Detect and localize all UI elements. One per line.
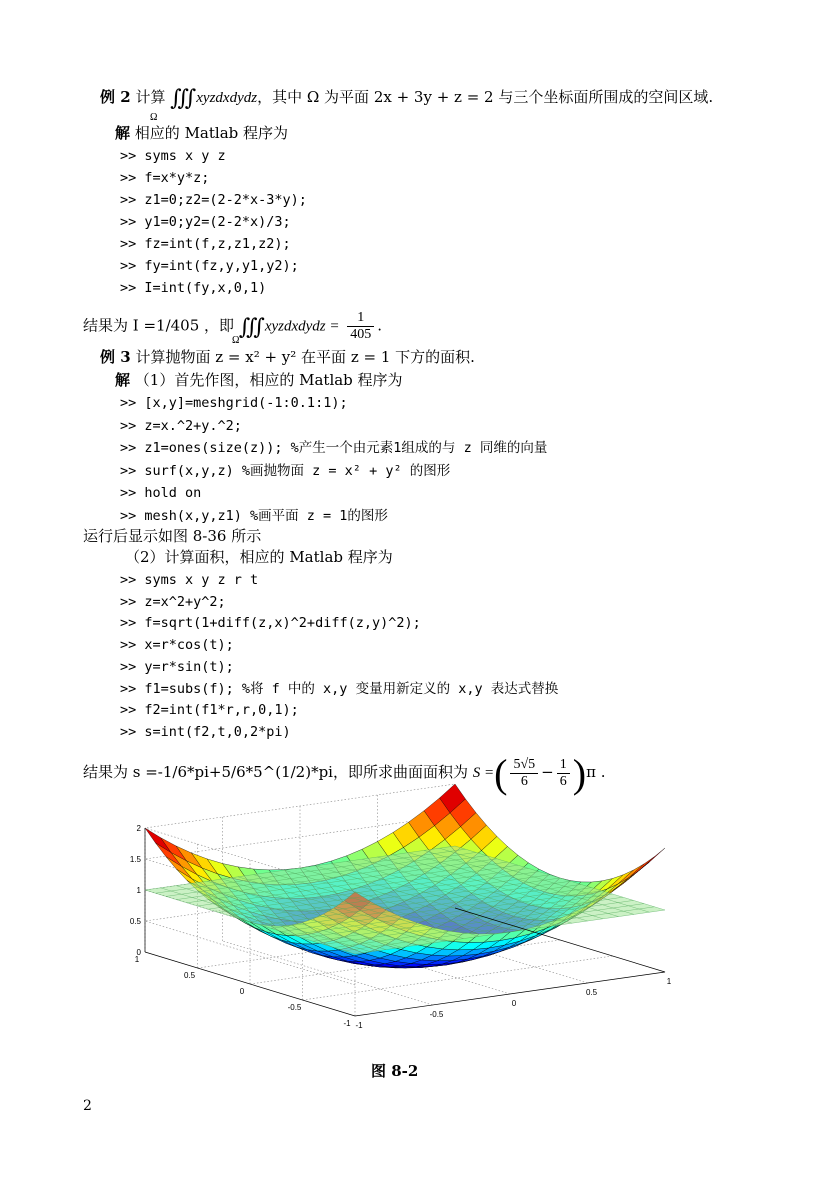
code-line: >> syms x y z: [120, 148, 226, 164]
fraction-2-den: 6: [559, 773, 567, 789]
example2-label: 例 2: [100, 88, 131, 106]
omega-subscript-2: Ω: [232, 335, 240, 346]
surface-plot: [129, 812, 672, 1062]
y-tick-label: 0: [239, 987, 245, 996]
result-s-label: S =: [472, 765, 495, 781]
solution-label-3: 解: [115, 371, 131, 389]
code-line: >> hold on: [120, 485, 202, 501]
code-line: >> syms x y z r t: [120, 572, 259, 588]
right-paren: ): [572, 751, 587, 796]
surface-plot-figure: [129, 812, 672, 1062]
minus-sign: −: [541, 763, 554, 781]
fraction-2: [557, 757, 570, 790]
code-line: >> f=x*y*z;: [120, 170, 210, 186]
solution-text: 相应的 Matlab 程序为: [134, 124, 289, 142]
x-tick-label: -0.5: [429, 1010, 444, 1019]
fraction-1-num: 5√5: [510, 757, 538, 774]
example2-suffix: ，其中 Ω 为平面 2x + 3y + z = 2 与三个坐标面所围成的空间区域.: [257, 88, 714, 106]
code-line: >> z=x.^2+y.^2;: [120, 417, 242, 434]
x-tick-label: -1: [355, 1021, 363, 1030]
y-tick-label: -1: [343, 1019, 351, 1028]
code-line: >> x=r*cos(t);: [120, 637, 234, 654]
code-line: >> z1=ones(size(z)); %产生一个由元素1组成的与 z 同维的向量: [120, 440, 548, 456]
fraction-2-num: 1: [557, 757, 570, 774]
code-line: >> f2=int(f1*r,r,0,1);: [120, 702, 299, 719]
triple-integral-sign: ∭: [170, 85, 191, 110]
code-line: >> fz=int(f,z,z1,z2);: [120, 236, 291, 252]
code-line: >> z=x^2+y^2;: [120, 593, 226, 610]
z-tick-label: 1.5: [129, 855, 141, 864]
z-tick-label: 0.5: [129, 917, 141, 926]
code-line: >> surf(x,y,z) %画抛物面 z = x² + y² 的图形: [120, 462, 451, 479]
example2-integrand: xyzdxdydz: [196, 90, 258, 106]
solution-label: 解: [115, 124, 131, 142]
result-integrand: xyzdxdydz =: [264, 318, 340, 335]
example3-result: [83, 752, 605, 794]
example3-text: 计算抛物面 z = x² + y² 在平面 z = 1 下方的面积.: [135, 348, 475, 366]
code-line: >> f=sqrt(1+diff(z,x)^2+diff(z,y)^2);: [120, 615, 421, 632]
x-tick-label: 0.5: [585, 988, 598, 997]
result3-prefix: 结果为 s =-1/6*pi+5/6*5^(1/2)*pi，即所求曲面面积为: [83, 763, 468, 781]
result-pi: π .: [586, 763, 606, 781]
code-line: >> f1=subs(f); %将 f 中的 x,y 变量用新定义的 x,y 表达式替换: [120, 680, 559, 697]
figure-caption: 图 8-2: [371, 1062, 419, 1080]
code-line: >> y1=0;y2=(2-2*x)/3;: [120, 214, 291, 230]
page-number: 2: [83, 1098, 92, 1114]
left-paren: (: [494, 751, 508, 796]
z-tick-label: 2: [136, 824, 141, 833]
after-run-text: 运行后显示如图 8-36 所示: [83, 527, 262, 545]
code-line: >> fy=int(fz,y,y1,y2);: [120, 258, 299, 274]
example3-statement: [100, 348, 475, 366]
surface-patch: [618, 864, 644, 884]
code-line: >> mesh(x,y,z1) %画平面 z = 1的图形: [120, 507, 388, 524]
code-line: >> s=int(f2,t,0,2*pi): [120, 723, 291, 740]
code-line: >> z1=0;z2=(2-2*x-3*y);: [120, 192, 307, 208]
example2-statement: [100, 85, 714, 110]
example3-label: 例 3: [100, 348, 131, 366]
surface-patch: [629, 857, 655, 878]
result-denominator: 405: [350, 327, 372, 342]
example2-solution: [115, 124, 288, 142]
z-tick-label: 1: [136, 886, 141, 895]
y-tick-label: 0.5: [183, 971, 196, 980]
result-fraction: [347, 310, 374, 343]
example2-prefix: 计算: [135, 88, 166, 106]
x-tick-label: 1: [666, 977, 672, 986]
code-line: >> I=int(fy,x,0,1): [120, 280, 267, 296]
fraction-1-den: 6: [520, 773, 528, 789]
y-tick-label: -0.5: [287, 1003, 302, 1012]
result-end: .: [377, 316, 383, 335]
example3-step1: [115, 371, 403, 389]
code-line: >> [x,y]=meshgrid(-1:0.1:1);: [120, 395, 348, 411]
result-numerator: 1: [347, 310, 374, 327]
omega-subscript: Ω: [150, 112, 158, 123]
triple-integral-sign-2: ∭: [238, 313, 259, 339]
x-tick-label: 0: [511, 999, 517, 1008]
z-tick-label: 0: [136, 948, 141, 957]
code-line: >> y=r*sin(t);: [120, 658, 234, 675]
result-prefix: 结果为 I =1/405 ，即: [83, 316, 235, 335]
step2-text: （2）计算面积，相应的 Matlab 程序为: [125, 548, 393, 566]
y-tick-label: 1: [134, 955, 140, 964]
step1-text: （1）首先作图，相应的 Matlab 程序为: [134, 371, 403, 389]
fraction-1: [510, 757, 538, 790]
